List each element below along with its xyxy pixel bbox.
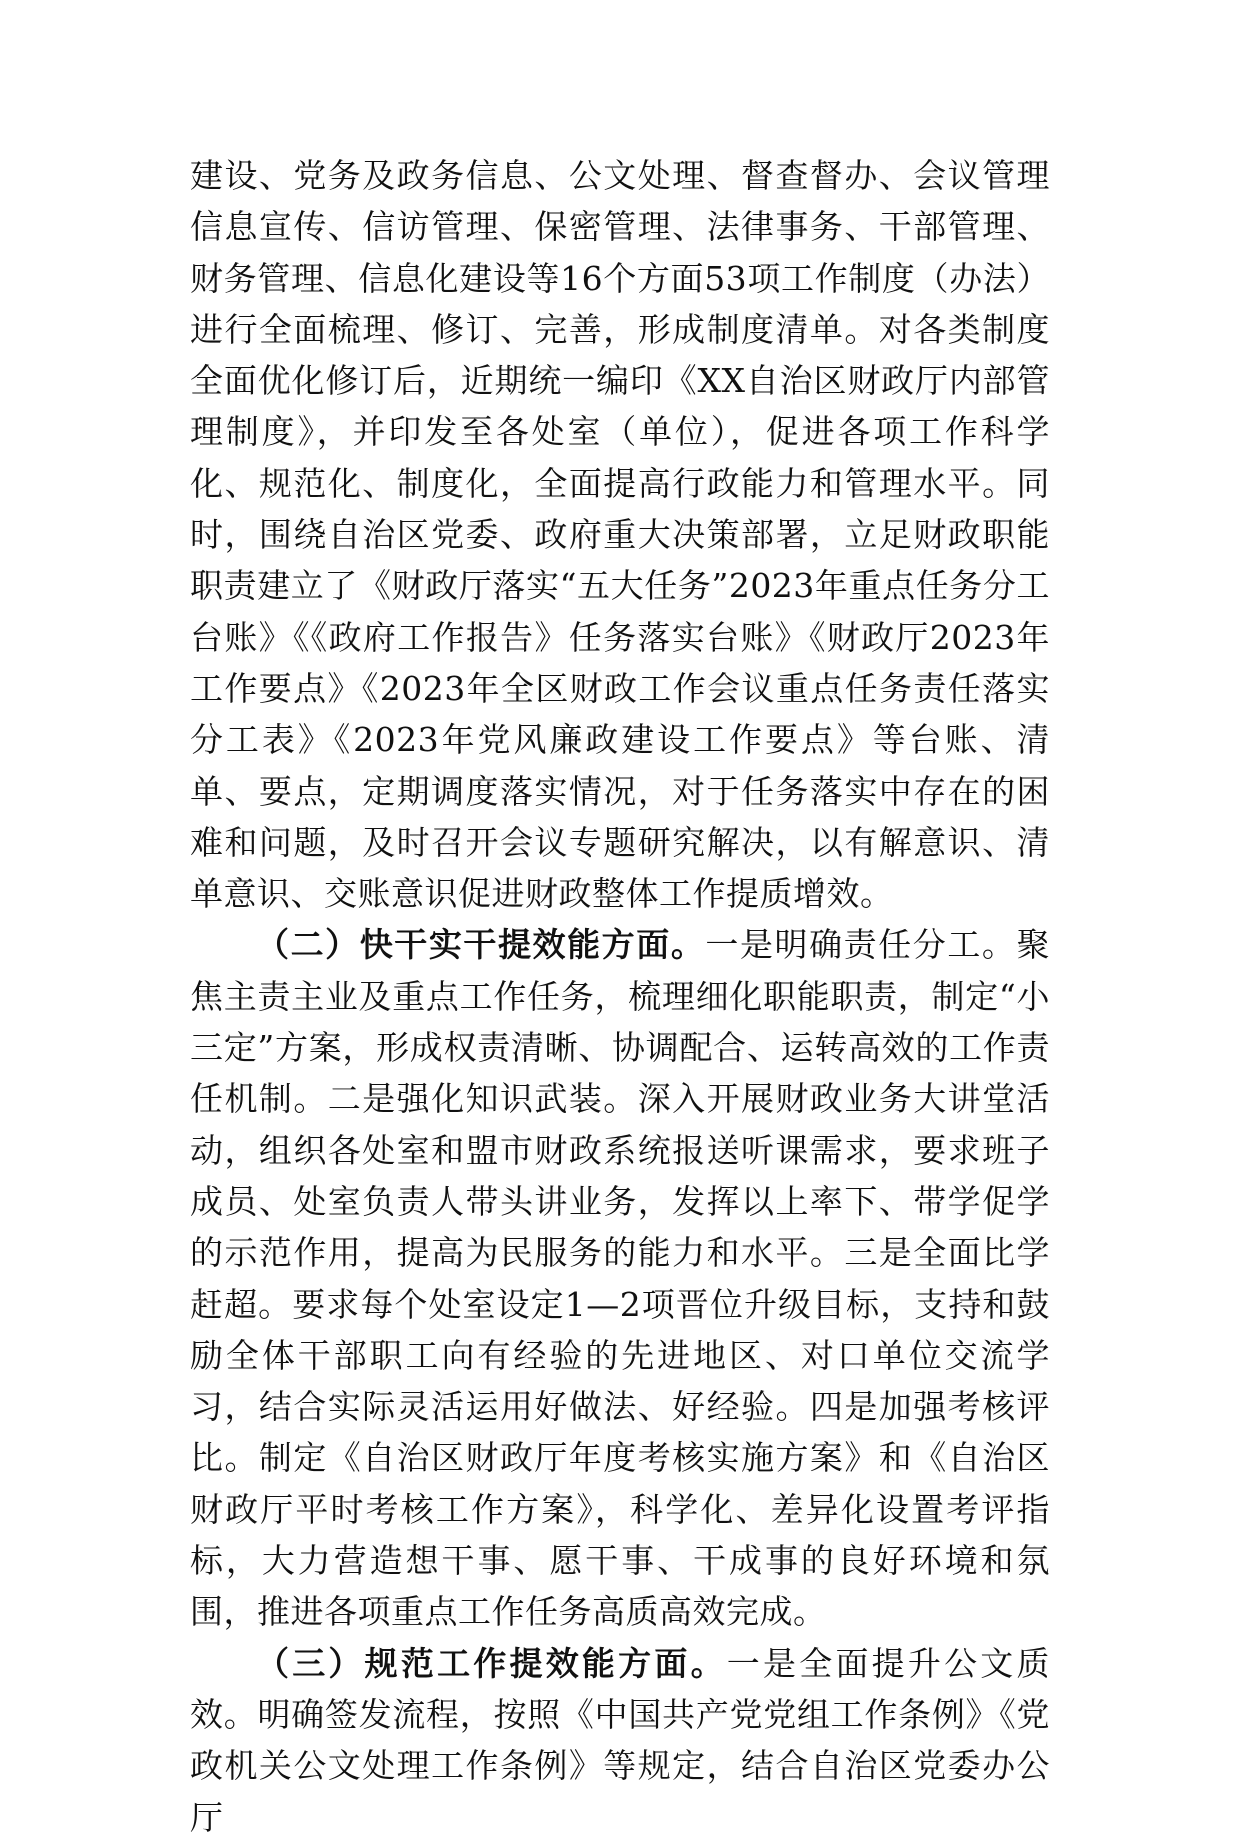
- section-heading: （三）规范工作提效能方面。: [256, 1643, 727, 1683]
- paragraph-continuation: [190, 150, 1050, 919]
- paragraph-section-two: [190, 919, 1050, 1637]
- paragraph-text: 一是全面提升公文质效。明确签发流程，按照《中国共产党党组工作条例》《党政机关公文处理工作条例》等规定，结合自治区党委办公厅: [190, 1643, 1051, 1837]
- section-heading: （二）快干实干提效能方面。: [256, 925, 706, 965]
- paragraph-text: 一是明确责任分工。聚焦主责主业及重点工作任务，梳理细化职能职责，制定“小三定”方案，形成权责清晰、协调配合、运转高效的工作责任机制。二是强化知识武装。深入开展财政业务大讲堂活动，组织各处室和盟市财政系统报送听课需求，要求班子成员、处室负责人带头讲业务，发挥以上率下、带学促学的示范作用，提高为民服务的能力和水平。三是全面比学赶超。要求每个处室设定1—2项晋位升级目标，支持和鼓励全体干部职工向有经验的先进地区、对口单位交流学习，结合实际灵活运用好做法、好经验。四是加强考核评比。制定《自治区财政厅年度考核实施方案》和《自治区财政厅平时考核工作方案》，科学化、差异化设置考评指标，大力营造想干事、愿干事、干成事的良好环境和氛围，推进各项重点工作任务高质高效完成。: [190, 925, 1051, 1632]
- paragraph-text: 建设、党务及政务信息、公文处理、督查督办、会议管理信息宣传、信访管理、保密管理、法律事务、干部管理、财务管理、信息化建设等16个方面53项工作制度（办法）进行全面梳理、修订、完善，形成制度清单。对各类制度全面优化修订后，近期统一编印《XX自治区财政厅内部管理制度》，并印发至各处室（单位），促进各项工作科学化、规范化、制度化，全面提高行政能力和管理水平。同时，围绕自治区党委、政府重大决策部署，立足财政职能职责建立了《财政厅落实“五大任务”2023年重点任务分工台账》《《政府工作报告》任务落实台账》《财政厅2023年工作要点》《2023年全区财政工作会议重点任务责任落实分工表》《2023年党风廉政建设工作要点》等台账、清单、要点，定期调度落实情况，对于任务落实中存在的困难和问题，及时召开会议专题研究解决，以有解意识、清单意识、交账意识促进财政整体工作提质增效。: [190, 156, 1050, 914]
- document-body: [190, 150, 1050, 1843]
- paragraph-section-three: [190, 1638, 1050, 1843]
